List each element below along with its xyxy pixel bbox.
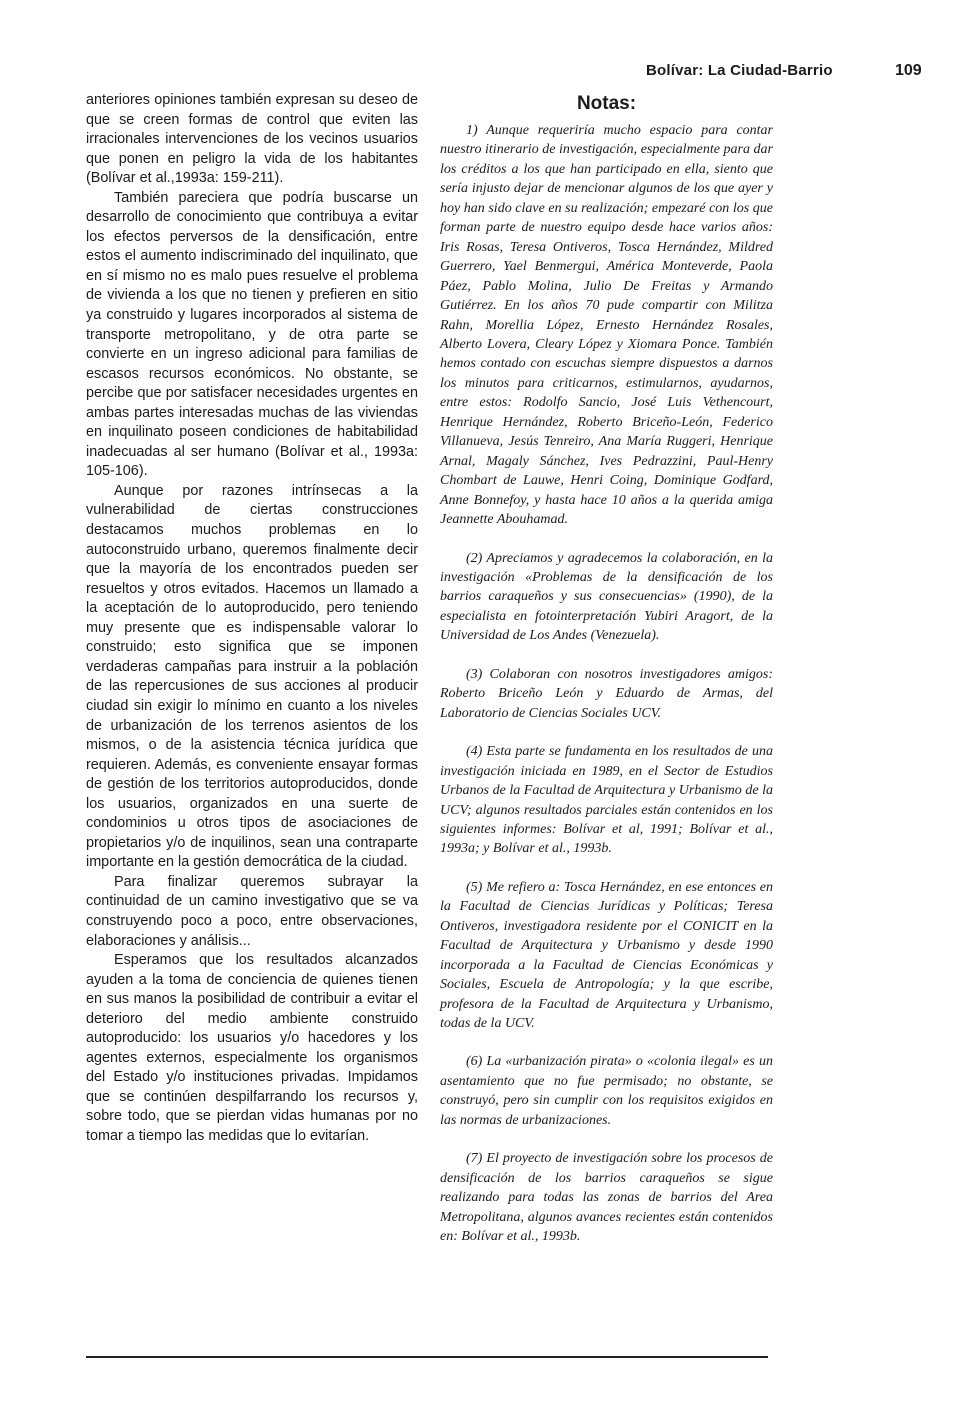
body-paragraph: Esperamos que los resultados alcanzados ayuden a la toma de conciencia de quienes tienen en sus manos la posibilidad de contribuir a evitar el deterioro del medio ambiente construido autoproducido: los usuarios y/o hacedores y los agentes externos, especialmente los organismos del Estado y/o instituciones privadas. Impidamos que se continúen despilfarrando los recursos y, sobre todo, que se pierdan vidas humanas por no tomar a tiempo las medidas que lo evitarían. [86, 952, 418, 1144]
footer-rule [86, 1356, 768, 1358]
body-paragraph: anteriores opiniones también expresan su deseo de que se creen formas de control que eviten las irracionales intervenciones de los vecinos usuarios que ponen en peligro la vida de los habitantes (Bolívar et al.,1993a: 159-211). [86, 92, 418, 187]
note-5: (5) Me refiero a: Tosca Hernández, en ese entonces en la Facultad de Ciencias Jurídicas y Políticas; Teresa Ontiveros, investigadora residente por el CONICIT en la Facultad de Arquitectura y Urbanismo y desde 1990 incorporada a la Facultad de Ciencias Económicas y Sociales, Escuela de Antropología; y la que escribe, profesora de la Facultad de Arquitectura y Urbanismo, todas de la UCV. [440, 879, 773, 1032]
body-paragraph: Aunque por razones intrínsecas a la vulnerabilidad de ciertas construcciones destacamos muchos problemas en lo autoconstruido urbano, queremos finalmente decir que la mayoría de los encontrados pueden ser resueltos y otros evitados. Hacemos un llamado a la aceptación de lo autoproducido, pero teniendo muy presente que es indispensable valorar lo construido; esto significa que se imponen verdaderas campañas para instruir a la población de las repercusiones de sus acciones al producir ciudad sin exigir lo mínimo en cuanto a los niveles de urbanización de los terrenos asientos de los mismos, o de la asistencia técnica jurídica que requieren. Además, es conveniente ensayar formas de gestión de los territorios autoproducidos, donde los usuarios, organizados en una suerte de condominios u otros tipos de asociaciones de propietarios y/o de inquilinos, sean una contraparte importante en la gestión democrática de la ciudad. [86, 482, 418, 871]
body-text-column [86, 91, 418, 1147]
note-2: (2) Apreciamos y agradecemos la colaboración, en la investigación «Problemas de la densificación de los barrios caraqueños y sus consecuencias» (1990), de la especialista en fotointerpretación Yubiri Aragort, de la Universidad de Los Andes (Venezuela). [440, 550, 773, 644]
notes-column [440, 92, 773, 1266]
body-paragraph: También pareciera que podría buscarse un desarrollo de conocimiento que contribuya a evitar los efectos perversos de la densificación, entre estos el aumento indiscriminado del inquilinato, que en sí mismo no es malo pues resuelve el problema de vivienda a los que no tienen y prefieren en sitio ya construido y lugares incorporados al sistema de transporte metropolitano, y de otra parte se convierte en un ingreso adicional para familias de escasos recursos económicos. No obstante, se percibe que por satisfacer necesidades urgentes en ambas partes interesadas muchas de las viviendas en inquilinato poseen condiciones de habitabilidad inadecuadas al ser humano (Bolívar et al., 1993a: 105-106). [86, 189, 418, 480]
body-paragraph: Para finalizar queremos subrayar la continuidad de un camino investigativo que se va construyendo poco a poco, entre observaciones, elaboraciones y análisis... [86, 873, 418, 949]
notes-heading: Notas: [576, 93, 637, 114]
running-title: Bolívar: La Ciudad-Barrio [646, 62, 833, 79]
note-6: (6) La «urbanización pirata» o «colonia ilegal» es un asentamiento que no fue permisado; no obstante, se construyó, pero sin cumplir con los requisitos exigidos en las normas de urbanizaciones. [440, 1054, 773, 1128]
note-1: 1) Aunque requeriría mucho espacio para contar nuestro itinerario de investigación, especialmente para dar los créditos a los que han participado en ella, siento que sería injusto dejar de mencionar algunos de los que ayer y hoy han sido clave en su realización; empezaré con los que forman parte de nuestro equipo desde hace varios años: Iris Rosas, Teresa Ontiveros, Tosca Hernández, Mildred Guerrero, Yael Benmergui, América Monteverde, Paola Páez, Pablo Molina, Julio De Freitas y Armando Gutiérrez. En los años 70 pude compartir con Militza Rahn, Morellia López, Ernesto Hernández Rosales, Alberto Lovera, Cleary López y Xiomara Ponce. También hemos contado con escuchas siempre dispuestos a darnos los minutos para criticarnos, estimularnos, ayudarnos, entre estos: Rodolfo Sancio, José Luis Vethencourt, Henrique Hernández, Roberto Briceño-León, Federico Villanueva, Jesús Tenreiro, Ana María Ruggeri, Henrique Arnal, Magaly Sánchez, Ives Pedrazzini, Paul-Henry Chombart de Lauwe, Henri Coing, Dominique Godfard, Anne Bonnefoy, y hasta hace 10 años a la querida amiga Jeannette Abouhamad. [440, 123, 773, 528]
note-4: (4) Esta parte se fundamenta en los resultados de una investigación iniciada en 1989, en el Sector de Estudios Urbanos de la Facultad de Arquitectura y Urbanismo de la UCV; algunos resultados parciales están contenidos en los siguientes informes: Bolívar et al, 1991; Bolívar et al., 1993a; y Bolívar et al., 1993b. [440, 744, 773, 857]
page-number: 109 [895, 62, 922, 79]
note-3: (3) Colaboran con nosotros investigadores amigos: Roberto Briceño León y Eduardo de Armas, del Laboratorio de Ciencias Sociales UCV. [440, 666, 773, 721]
note-7: (7) El proyecto de investigación sobre los procesos de densificación de los barrios caraqueños se sigue realizando para todas las zonas de barrios del Area Metropolitana, algunos avances recientes están contenidos en: Bolívar et al., 1993b. [440, 1151, 773, 1245]
running-header [640, 60, 930, 84]
